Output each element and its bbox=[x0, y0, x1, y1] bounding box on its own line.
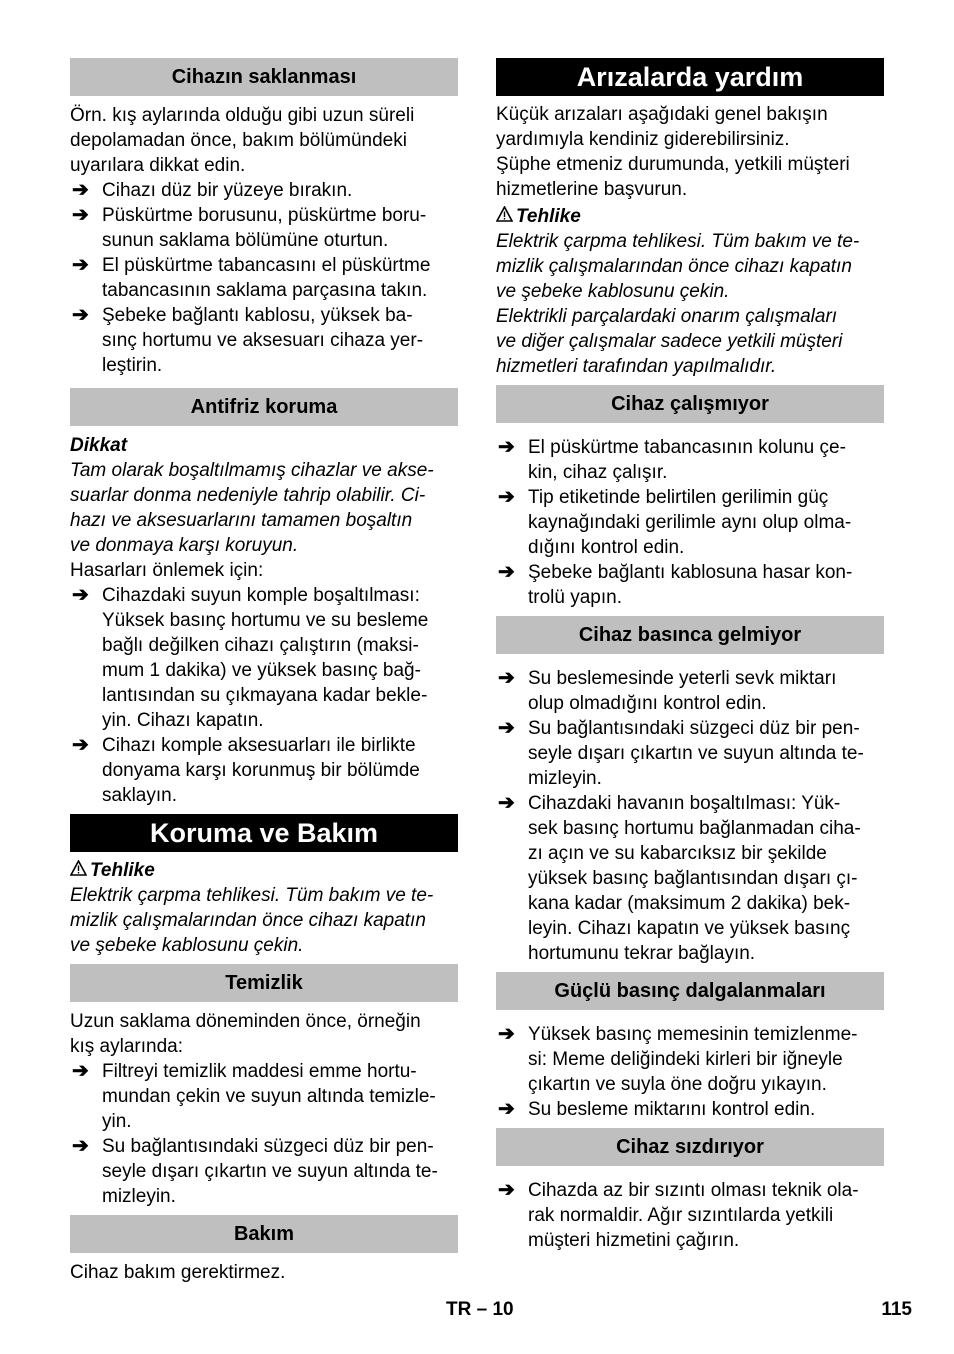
arrow-right-icon: ➔ bbox=[72, 304, 89, 326]
list-item-line: Cihazdaki suyun komple boşaltılması: bbox=[102, 585, 420, 606]
list-item-line: yin. bbox=[102, 1111, 132, 1132]
text-line: ve şebeke kablosunu çekin. bbox=[496, 281, 730, 302]
list-item-line: lantısından su çıkmayana kadar bekle- bbox=[102, 685, 428, 706]
caution-text bbox=[70, 458, 458, 558]
arrow-right-icon: ➔ bbox=[498, 1023, 515, 1045]
heading-storage: Cihazın saklanması bbox=[70, 58, 458, 96]
list-item bbox=[70, 203, 458, 253]
danger-text-right-1 bbox=[496, 229, 884, 304]
list-item bbox=[496, 1178, 884, 1253]
list-item bbox=[70, 253, 458, 303]
list-item bbox=[496, 485, 884, 560]
list-item-line: tabancasının saklama parçasına takın. bbox=[102, 280, 428, 301]
heading-device-not-running: Cihaz çalışmıyor bbox=[496, 385, 884, 423]
list-item-line: yin. Cihazı kapatın. bbox=[102, 710, 264, 731]
list-item bbox=[496, 791, 884, 966]
storage-intro bbox=[70, 103, 458, 178]
text-line: hizmetlerine başvurun. bbox=[496, 179, 688, 200]
list-item bbox=[70, 1059, 458, 1134]
left-column bbox=[70, 58, 458, 1285]
leaking-list bbox=[496, 1178, 884, 1253]
footer-page-number: 115 bbox=[881, 1299, 912, 1320]
arrow-right-icon: ➔ bbox=[72, 179, 89, 201]
list-item-line: sunun saklama bölümüne oturtun. bbox=[102, 230, 389, 251]
footer-section-label: TR – 10 bbox=[446, 1299, 514, 1320]
list-item bbox=[496, 1022, 884, 1097]
list-item-line: zı açın ve su kabarcıksız bir şekilde bbox=[528, 843, 827, 864]
danger-label bbox=[70, 858, 458, 883]
list-item-line: Yüksek basınç memesinin temizlenme- bbox=[528, 1024, 858, 1045]
heading-antifreeze: Antifriz koruma bbox=[70, 388, 458, 426]
text-line: Elektrik çarpma tehlikesi. Tüm bakım ve te- bbox=[70, 885, 434, 906]
list-item-line: kin, cihaz çalışır. bbox=[528, 462, 668, 483]
list-item-line: kaynağındaki gerilimle aynı olup olma- bbox=[528, 512, 852, 533]
list-item bbox=[496, 666, 884, 716]
danger-label-right-text: Tehlike bbox=[516, 206, 581, 227]
heading-maintenance: Bakım bbox=[70, 1215, 458, 1253]
text-line: Uzun saklama döneminden önce, örneğin bbox=[70, 1011, 421, 1032]
list-item-line: Cihazı düz bir yüzeye bırakın. bbox=[102, 180, 353, 201]
list-item bbox=[496, 716, 884, 791]
text-line: kış aylarında: bbox=[70, 1036, 183, 1057]
text-line: Tam olarak boşaltılmamış cihazlar ve akse- bbox=[70, 460, 434, 481]
warning-triangle-icon bbox=[70, 858, 90, 883]
heading-care-maintenance: Koruma ve Bakım bbox=[70, 814, 458, 852]
warning-triangle-icon bbox=[496, 204, 516, 229]
arrow-right-icon: ➔ bbox=[498, 717, 515, 739]
text-line: mizlik çalışmalarından önce cihazı kapatın bbox=[496, 256, 852, 277]
arrow-right-icon: ➔ bbox=[72, 584, 89, 606]
heading-troubleshooting: Arızalarda yardım bbox=[496, 58, 884, 96]
list-item bbox=[496, 1097, 884, 1122]
list-item-line: trolü yapın. bbox=[528, 587, 622, 608]
list-item-line: Cihazda az bir sızıntı olması teknik ola- bbox=[528, 1180, 859, 1201]
list-item-line: El püskürtme tabancasının kolunu çe- bbox=[528, 437, 846, 458]
no-pressure-list bbox=[496, 666, 884, 966]
list-item-line: rak normaldir. Ağır sızıntılarda yetkili bbox=[528, 1205, 834, 1226]
heading-pressure-fluctuations: Güçlü basınç dalgalanmaları bbox=[496, 972, 884, 1010]
list-item bbox=[496, 560, 884, 610]
list-item-line: Filtreyi temizlik maddesi emme hortu- bbox=[102, 1061, 417, 1082]
danger-label-right bbox=[496, 204, 884, 229]
heading-no-pressure: Cihaz basınca gelmiyor bbox=[496, 616, 884, 654]
danger-text-right-2 bbox=[496, 304, 884, 379]
list-item-line: olup olmadığını kontrol edin. bbox=[528, 693, 767, 714]
arrow-right-icon: ➔ bbox=[72, 1135, 89, 1157]
list-item-line: mizleyin. bbox=[528, 768, 602, 789]
troubleshooting-contact bbox=[496, 152, 884, 202]
arrow-right-icon: ➔ bbox=[498, 561, 515, 583]
arrow-right-icon: ➔ bbox=[498, 667, 515, 689]
storage-list bbox=[70, 178, 458, 378]
list-item-line: saklayın. bbox=[102, 785, 177, 806]
list-item-line: seyle dışarı çıkartın ve suyun altında te- bbox=[528, 743, 864, 764]
list-item-line: Cihazdaki havanın boşaltılması: Yük- bbox=[528, 793, 841, 814]
text-line: Örn. kış aylarında olduğu gibi uzun süreli bbox=[70, 105, 415, 126]
text-line: yardımıyla kendiniz giderebilirsiniz. bbox=[496, 129, 790, 150]
antifreeze-intro: Hasarları önlemek için: bbox=[70, 560, 264, 581]
list-item-line: donyama karşı korunmuş bir bölümde bbox=[102, 760, 420, 781]
list-item-line: hortumunu tekrar bağlayın. bbox=[528, 943, 756, 964]
list-item-line: Cihazı komple aksesuarları ile birlikte bbox=[102, 735, 416, 756]
antifreeze-list bbox=[70, 583, 458, 808]
arrow-right-icon: ➔ bbox=[498, 1179, 515, 1201]
list-item-line: kana kadar (maksimum 2 dakika) bek- bbox=[528, 893, 851, 914]
arrow-right-icon: ➔ bbox=[498, 486, 515, 508]
list-item bbox=[496, 435, 884, 485]
heading-device-leaking: Cihaz sızdırıyor bbox=[496, 1128, 884, 1166]
list-item-line: bağlı değilken cihazı çalıştırın (maksi- bbox=[102, 635, 419, 656]
list-item-line: sınç hortumu ve aksesuarı cihaza yer- bbox=[102, 330, 424, 351]
list-item-line: yüksek basınç bağlantısından dışarı çı- bbox=[528, 868, 858, 889]
list-item bbox=[70, 1134, 458, 1209]
list-item-line: sek basınç hortumu bağlanmadan ciha- bbox=[528, 818, 861, 839]
text-line: Elektrikli parçalardaki onarım çalışmaları bbox=[496, 306, 838, 327]
list-item-line: Su besleme miktarını kontrol edin. bbox=[528, 1099, 816, 1120]
arrow-right-icon: ➔ bbox=[72, 734, 89, 756]
list-item-line: Yüksek basınç hortumu ve su besleme bbox=[102, 610, 429, 631]
text-line: Elektrik çarpma tehlikesi. Tüm bakım ve te- bbox=[496, 231, 860, 252]
list-item bbox=[70, 303, 458, 378]
maintenance-text: Cihaz bakım gerektirmez. bbox=[70, 1262, 286, 1283]
arrow-right-icon: ➔ bbox=[72, 204, 89, 226]
danger-label-text: Tehlike bbox=[90, 860, 155, 881]
list-item bbox=[70, 178, 458, 203]
list-item-line: Su bağlantısındaki süzgeci düz bir pen- bbox=[528, 718, 860, 739]
list-item bbox=[70, 733, 458, 808]
list-item-line: Su bağlantısındaki süzgeci düz bir pen- bbox=[102, 1136, 434, 1157]
text-line: hizmetleri tarafından yapılmalıdır. bbox=[496, 356, 777, 377]
list-item-line: El püskürtme tabancasını el püskürtme bbox=[102, 255, 431, 276]
list-item-line: mizleyin. bbox=[102, 1186, 176, 1207]
text-line: ve diğer çalışmalar sadece yetkili müşteri bbox=[496, 331, 843, 352]
not-running-list bbox=[496, 435, 884, 610]
caution-label: Dikkat bbox=[70, 435, 128, 456]
list-item-line: Su beslemesinde yeterli sevk miktarı bbox=[528, 668, 837, 689]
list-item-line: mum 1 dakika) ve yüksek basınç bağ- bbox=[102, 660, 421, 681]
list-item bbox=[70, 583, 458, 733]
text-line: ve şebeke kablosunu çekin. bbox=[70, 935, 304, 956]
text-line: Küçük arızaları aşağıdaki genel bakışın bbox=[496, 104, 828, 125]
cleaning-intro bbox=[70, 1009, 458, 1059]
danger-text bbox=[70, 883, 458, 958]
list-item-line: Şebeke bağlantı kablosuna hasar kon- bbox=[528, 562, 853, 583]
text-line: hazı ve aksesuarlarını tamamen boşaltın bbox=[70, 510, 413, 531]
list-item-line: dığını kontrol edin. bbox=[528, 537, 685, 558]
text-line: depolamadan önce, bakım bölümündeki bbox=[70, 130, 407, 151]
arrow-right-icon: ➔ bbox=[498, 1098, 515, 1120]
list-item-line: Püskürtme borusunu, püskürtme boru- bbox=[102, 205, 427, 226]
list-item-line: çıkartın ve suyla öne doğru yıkayın. bbox=[528, 1074, 827, 1095]
text-line: uyarılara dikkat edin. bbox=[70, 155, 246, 176]
list-item-line: Tip etiketinde belirtilen gerilimin güç bbox=[528, 487, 829, 508]
text-line: Şüphe etmeniz durumunda, yetkili müşteri bbox=[496, 154, 850, 175]
arrow-right-icon: ➔ bbox=[72, 1060, 89, 1082]
heading-cleaning: Temizlik bbox=[70, 964, 458, 1002]
list-item-line: mundan çekin ve suyun altında temizle- bbox=[102, 1086, 436, 1107]
list-item-line: seyle dışarı çıkartın ve suyun altında te- bbox=[102, 1161, 438, 1182]
cleaning-list bbox=[70, 1059, 458, 1209]
arrow-right-icon: ➔ bbox=[498, 792, 515, 814]
text-line: mizlik çalışmalarından önce cihazı kapatın bbox=[70, 910, 426, 931]
arrow-right-icon: ➔ bbox=[498, 436, 515, 458]
list-item-line: leyin. Cihazı kapatın ve yüksek basınç bbox=[528, 918, 851, 939]
list-item-line: müşteri hizmetini çağırın. bbox=[528, 1230, 740, 1251]
text-line: suarlar donma nedeniyle tahrip olabilir. Ci- bbox=[70, 485, 426, 506]
list-item-line: leştirin. bbox=[102, 355, 163, 376]
list-item-line: si: Meme deliğindeki kirleri bir iğneyle bbox=[528, 1049, 843, 1070]
text-line: ve donmaya karşı koruyun. bbox=[70, 535, 299, 556]
fluctuations-list bbox=[496, 1022, 884, 1122]
arrow-right-icon: ➔ bbox=[72, 254, 89, 276]
troubleshooting-intro bbox=[496, 102, 884, 152]
right-column bbox=[496, 58, 884, 1253]
list-item-line: Şebeke bağlantı kablosu, yüksek ba- bbox=[102, 305, 413, 326]
